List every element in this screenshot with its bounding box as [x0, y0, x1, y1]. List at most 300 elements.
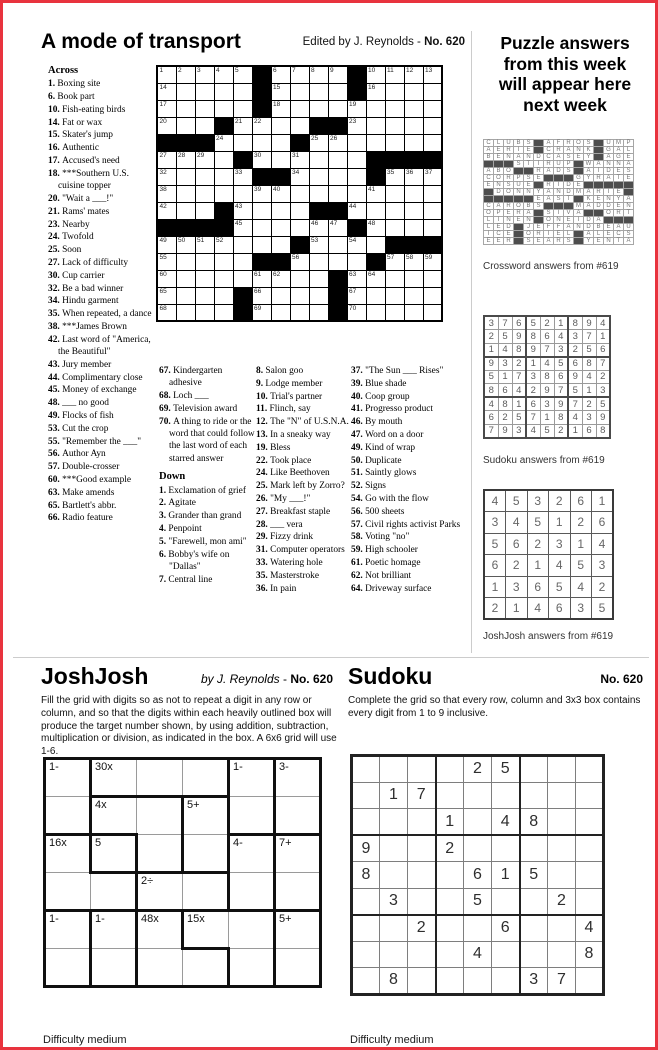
- sudoku-cell: 3: [380, 888, 408, 915]
- crossword-cell: 6: [271, 66, 290, 83]
- answer-letter-cell: A: [594, 217, 604, 224]
- clue: 58. Voting "no": [351, 532, 410, 543]
- sudoku-cell: 2: [548, 888, 576, 915]
- answer-letter-cell: N: [524, 189, 534, 196]
- answer-letter-cell: [534, 182, 544, 189]
- crossword-cell: 5: [233, 66, 252, 83]
- sudoku-cell: 2: [408, 915, 436, 942]
- answer-letter-cell: P: [624, 140, 634, 147]
- answer-letter-cell: D: [564, 182, 574, 189]
- crossword-cell: 7: [290, 66, 309, 83]
- sudoku-issue: [523, 672, 643, 686]
- answer-letter-cell: S: [534, 203, 544, 210]
- clue: 61. Poetic homage: [351, 557, 421, 568]
- crossword-cell: [309, 83, 328, 100]
- clue: 23. Nearby: [48, 219, 90, 230]
- sudoku-cell: 1: [436, 809, 464, 836]
- joshjosh-issue-number: No. 620: [290, 672, 333, 686]
- sudoku-answer-cell: 3: [540, 397, 554, 411]
- sudoku-answer-cell: 5: [484, 370, 498, 384]
- sidebar-divider: [471, 31, 472, 653]
- crossword-cell: [290, 100, 309, 117]
- crossword-cell: [214, 304, 233, 321]
- joshjosh-cell: [45, 759, 91, 797]
- down-heading: Down: [159, 471, 186, 483]
- clues-column-3: [256, 365, 349, 595]
- sudoku-difficulty: Difficulty medium: [350, 1034, 434, 1046]
- answer-letter-cell: N: [524, 217, 534, 224]
- clue: 68. Loch ___: [159, 391, 209, 402]
- crossword-cell: [290, 304, 309, 321]
- sudoku-answer-cell: 5: [512, 411, 526, 425]
- crossword-cell: 34: [290, 168, 309, 185]
- crossword-cell: 33: [233, 168, 252, 185]
- answer-letter-cell: I: [484, 231, 494, 238]
- answer-letter-cell: [534, 217, 544, 224]
- sudoku-cell: [380, 756, 408, 783]
- sudoku-cell: [352, 756, 380, 783]
- across-clues-column-1: [48, 65, 155, 525]
- answer-letter-cell: A: [604, 154, 614, 161]
- crossword-cell: [290, 270, 309, 287]
- crossword-cell: [423, 202, 442, 219]
- sudoku-answer-cell: 5: [582, 343, 596, 357]
- sudoku-cell: 8: [520, 809, 548, 836]
- joshjosh-answer-cell: 1: [592, 490, 614, 512]
- clue: 26. "My ___!": [256, 493, 311, 504]
- crossword-cell: 50: [176, 236, 195, 253]
- crossword-cell: 66: [252, 287, 271, 304]
- clue: 51. Saintly glows: [351, 468, 417, 479]
- answer-letter-cell: A: [494, 203, 504, 210]
- crossword-cell: [195, 83, 214, 100]
- crossword-cell: [404, 270, 423, 287]
- sudoku-answer-cell: 7: [526, 411, 540, 425]
- sudoku-answer-cell: 9: [484, 357, 498, 371]
- answer-letter-cell: [594, 182, 604, 189]
- joshjosh-cell: [137, 949, 183, 987]
- answer-letter-cell: [604, 182, 614, 189]
- crossword-cell: [214, 83, 233, 100]
- crossword-cell: [214, 168, 233, 185]
- crossword-cell: [309, 100, 328, 117]
- cage-label: 5: [95, 837, 102, 849]
- crossword-cell: [366, 100, 385, 117]
- clue: 49. Flocks of fish: [48, 411, 114, 422]
- joshjosh-answer-cell: 2: [570, 512, 592, 534]
- answer-letter-cell: B: [594, 224, 604, 231]
- crossword-cell: [214, 202, 233, 219]
- crossword-cell: [157, 219, 176, 236]
- sudoku-cell: [408, 809, 436, 836]
- cage-label: 1-: [95, 913, 105, 925]
- clue: 67. Kindergarten adhesive: [159, 366, 223, 389]
- joshjosh-cell: [137, 835, 183, 873]
- clue: 4. Penpoint: [159, 524, 202, 535]
- crossword-cell: [309, 253, 328, 270]
- joshjosh-answers-grid: [483, 489, 614, 620]
- answer-letter-cell: D: [584, 217, 594, 224]
- clue: 5. "Farewell, mon ami": [159, 536, 247, 547]
- answer-letter-cell: [494, 196, 504, 203]
- crossword-cell: 53: [309, 236, 328, 253]
- cage-label: 1-: [233, 761, 243, 773]
- answer-letter-cell: Y: [614, 196, 624, 203]
- clue: 32. Be a bad winner: [48, 283, 124, 294]
- crossword-cell: [214, 185, 233, 202]
- answer-letter-cell: [594, 147, 604, 154]
- sudoku-answer-cell: 5: [540, 424, 554, 438]
- crossword-cell: [233, 253, 252, 270]
- answer-letter-cell: [624, 182, 634, 189]
- answer-letter-cell: A: [544, 168, 554, 175]
- answer-letter-cell: A: [544, 189, 554, 196]
- joshjosh-cell: [91, 835, 137, 873]
- answer-letter-cell: A: [574, 210, 584, 217]
- joshjosh-cell: [275, 911, 321, 949]
- crossword-cell: [366, 304, 385, 321]
- sudoku-cell: [492, 941, 520, 968]
- answer-letter-cell: E: [604, 224, 614, 231]
- clues-column-4: [351, 365, 461, 595]
- answer-letter-cell: P: [514, 175, 524, 182]
- answer-letter-cell: K: [584, 147, 594, 154]
- clue: 36. In pain: [256, 583, 297, 594]
- answer-letter-cell: R: [564, 140, 574, 147]
- answer-letter-cell: [614, 182, 624, 189]
- sudoku-cell: 5: [492, 756, 520, 783]
- crossword-cell: [290, 185, 309, 202]
- heading-line: Puzzle answers: [500, 33, 630, 53]
- crossword-cell: [195, 134, 214, 151]
- clue: 42. Last word of "America, the Beautiful": [48, 334, 151, 358]
- joshjosh-grid: [43, 757, 322, 988]
- crossword-cell: 29: [195, 151, 214, 168]
- cage-label: 5+: [279, 913, 292, 925]
- crossword-cell: 25: [309, 134, 328, 151]
- joshjosh-cell: [91, 797, 137, 835]
- sudoku-cell: [492, 835, 520, 862]
- sudoku-answer-cell: 1: [540, 411, 554, 425]
- crossword-cell: 59: [423, 253, 442, 270]
- crossword-cell: [176, 253, 195, 270]
- answer-letter-cell: [494, 161, 504, 168]
- clue: 29. Fizzy drink: [256, 532, 314, 543]
- answer-letter-cell: M: [574, 203, 584, 210]
- sudoku-cell: [520, 756, 548, 783]
- answer-letter-cell: E: [534, 196, 544, 203]
- sudoku-answer-cell: 7: [554, 384, 568, 398]
- crossword-cell: [195, 168, 214, 185]
- sudoku-answer-cell: 6: [540, 330, 554, 344]
- joshjosh-answer-cell: 4: [506, 512, 528, 534]
- answer-letter-cell: R: [534, 168, 544, 175]
- crossword-cell: [309, 270, 328, 287]
- joshjosh-instructions: Fill the grid with digits so as not to repeat a digit in any row or column, and so that the digits within each heavily outlined box will produce the target number shown, by using addition, subtraction, multiplication or division, as indicated in the box. A 6x6 grid will use 1-6.: [41, 695, 337, 758]
- crossword-cell: [271, 168, 290, 185]
- crossword-title: A mode of transport: [41, 30, 241, 53]
- crossword-cell: [385, 304, 404, 321]
- crossword-cell: 21: [233, 117, 252, 134]
- sudoku-cell: [436, 915, 464, 942]
- answer-letter-cell: P: [494, 210, 504, 217]
- joshjosh-answer-cell: 3: [527, 490, 549, 512]
- crossword-cell: [328, 270, 347, 287]
- answer-letter-cell: A: [624, 238, 634, 245]
- clue: 6. Bobby's wife on "Dallas": [159, 549, 230, 572]
- crossword-cell: [366, 287, 385, 304]
- answer-letter-cell: A: [524, 210, 534, 217]
- sudoku-cell: [492, 782, 520, 809]
- answer-letter-cell: N: [574, 224, 584, 231]
- answer-letter-cell: O: [524, 231, 534, 238]
- sudoku-cell: [548, 862, 576, 889]
- answer-letter-cell: A: [514, 154, 524, 161]
- answer-letter-cell: E: [554, 231, 564, 238]
- crossword-cell: 37: [423, 168, 442, 185]
- sudoku-answer-cell: 3: [554, 343, 568, 357]
- crossword-cell: [309, 185, 328, 202]
- crossword-cell: [195, 304, 214, 321]
- sudoku-cell: [520, 782, 548, 809]
- answer-letter-cell: E: [534, 224, 544, 231]
- answer-letter-cell: E: [574, 182, 584, 189]
- answer-letter-cell: V: [564, 210, 574, 217]
- crossword-cell: [366, 151, 385, 168]
- answer-letter-cell: O: [504, 168, 514, 175]
- answer-letter-cell: U: [514, 182, 524, 189]
- crossword-cell: [214, 253, 233, 270]
- answer-letter-cell: O: [544, 217, 554, 224]
- sudoku-answer-cell: 2: [568, 343, 582, 357]
- answer-letter-cell: I: [534, 161, 544, 168]
- crossword-cell: [385, 151, 404, 168]
- sudoku-cell: 8: [576, 941, 604, 968]
- clue: 24. Twofold: [48, 232, 94, 243]
- sudoku-cell: [520, 888, 548, 915]
- crossword-cell: 67: [347, 287, 366, 304]
- crossword-cell: 63: [347, 270, 366, 287]
- answer-letter-cell: R: [554, 147, 564, 154]
- answer-letter-cell: O: [494, 175, 504, 182]
- clue: 16. Authentic: [48, 143, 100, 154]
- crossword-cell: 56: [290, 253, 309, 270]
- joshjosh-cell: [229, 873, 275, 911]
- crossword-cell: 30: [252, 151, 271, 168]
- sudoku-answer-cell: 2: [582, 397, 596, 411]
- answer-letter-cell: [554, 175, 564, 182]
- crossword-cell: [195, 202, 214, 219]
- answer-letter-cell: E: [614, 168, 624, 175]
- joshjosh-answer-cell: 4: [549, 555, 571, 577]
- clue: 21. Rams' mates: [48, 206, 110, 217]
- crossword-cell: [366, 236, 385, 253]
- sudoku-answer-cell: 7: [512, 370, 526, 384]
- joshjosh-cell: [183, 911, 229, 949]
- clue: 24. Like Beethoven: [256, 468, 330, 479]
- sudoku-cell: [576, 756, 604, 783]
- answer-letter-cell: T: [614, 175, 624, 182]
- sudoku-answer-cell: 4: [484, 397, 498, 411]
- crossword-cell: 43: [233, 202, 252, 219]
- crossword-cell: [423, 185, 442, 202]
- answer-letter-cell: [524, 168, 534, 175]
- answer-letter-cell: O: [504, 189, 514, 196]
- sudoku-answer-cell: 6: [568, 357, 582, 371]
- answer-letter-cell: I: [594, 168, 604, 175]
- answer-letter-cell: E: [494, 154, 504, 161]
- answer-letter-cell: W: [584, 161, 594, 168]
- answer-letter-cell: S: [564, 154, 574, 161]
- answer-letter-cell: R: [534, 231, 544, 238]
- down-clue-list-2: [256, 365, 349, 595]
- crossword-cell: 15: [271, 83, 290, 100]
- clue: 65. Bartlett's abbr.: [48, 500, 117, 511]
- answer-letter-cell: L: [494, 140, 504, 147]
- answer-letter-cell: [574, 196, 584, 203]
- crossword-cell: [385, 117, 404, 134]
- crossword-cell: [176, 304, 195, 321]
- sudoku-answer-cell: 6: [582, 424, 596, 438]
- crossword-cell: [195, 117, 214, 134]
- joshjosh-answer-cell: 6: [570, 490, 592, 512]
- answer-letter-cell: U: [604, 140, 614, 147]
- crossword-cell: 58: [404, 253, 423, 270]
- crossword-cell: 48: [366, 219, 385, 236]
- answer-letter-cell: N: [604, 196, 614, 203]
- crossword-cell: 52: [214, 236, 233, 253]
- crossword-cell: [404, 202, 423, 219]
- crossword-cell: [347, 66, 366, 83]
- sudoku-answer-cell: 4: [498, 343, 512, 357]
- crossword-cell: [252, 100, 271, 117]
- crossword-cell: [214, 151, 233, 168]
- joshjosh-answer-cell: 1: [549, 512, 571, 534]
- clue: 64. Driveway surface: [351, 583, 432, 594]
- answer-letter-cell: S: [544, 210, 554, 217]
- answer-letter-cell: A: [544, 196, 554, 203]
- answer-letter-cell: R: [504, 238, 514, 245]
- clue: 52. Signs: [351, 481, 386, 492]
- answer-letter-cell: [484, 161, 494, 168]
- crossword-cell: [271, 151, 290, 168]
- crossword-cell: [366, 253, 385, 270]
- crossword-cell: [385, 83, 404, 100]
- clue: 9. Lodge member: [256, 378, 323, 389]
- answer-letter-cell: N: [554, 189, 564, 196]
- crossword-cell: [309, 287, 328, 304]
- joshjosh-cell: [229, 797, 275, 835]
- answer-letter-cell: [544, 175, 554, 182]
- answer-letter-cell: [534, 210, 544, 217]
- answer-letter-cell: D: [494, 189, 504, 196]
- crossword-cell: [233, 134, 252, 151]
- crossword-cell: 14: [157, 83, 176, 100]
- clue: 10. Trial's partner: [256, 391, 323, 402]
- clue: 70. A thing to ride or the word that could follow the last word of each starred answer: [159, 416, 255, 464]
- joshjosh-cell: [137, 911, 183, 949]
- answer-letter-cell: I: [604, 189, 614, 196]
- answer-letter-cell: O: [484, 210, 494, 217]
- crossword-cell: 51: [195, 236, 214, 253]
- sudoku-cell: [520, 915, 548, 942]
- answer-letter-cell: L: [484, 224, 494, 231]
- answer-letter-cell: [564, 175, 574, 182]
- answer-letter-cell: R: [544, 161, 554, 168]
- sudoku-cell: [408, 756, 436, 783]
- clue: 17. Accused's need: [48, 156, 120, 167]
- joshjosh-cell: [91, 911, 137, 949]
- crossword-cell: 22: [252, 117, 271, 134]
- clue: 62. Not brilliant: [351, 570, 412, 581]
- crossword-cell: [176, 168, 195, 185]
- sudoku-cell: [436, 756, 464, 783]
- answer-letter-cell: L: [624, 147, 634, 154]
- down-clue-list-3: [351, 365, 461, 595]
- sudoku-cell: [380, 941, 408, 968]
- clue: 1. Boxing site: [48, 79, 101, 90]
- joshjosh-cell: [183, 759, 229, 797]
- sudoku-cell: [408, 862, 436, 889]
- crossword-cell: [309, 202, 328, 219]
- sudoku-cell: 2: [464, 756, 492, 783]
- crossword-cell: [404, 134, 423, 151]
- answer-letter-cell: A: [484, 168, 494, 175]
- crossword-cell: [252, 219, 271, 236]
- sudoku-answer-cell: 1: [568, 424, 582, 438]
- sudoku-answer-cell: 2: [498, 411, 512, 425]
- answer-letter-cell: R: [504, 147, 514, 154]
- crossword-cell: 69: [252, 304, 271, 321]
- answer-letter-cell: D: [594, 203, 604, 210]
- answer-letter-cell: I: [574, 217, 584, 224]
- answer-letter-cell: B: [494, 168, 504, 175]
- crossword-cell: [252, 66, 271, 83]
- sudoku-cell: [380, 862, 408, 889]
- answer-letter-cell: D: [564, 189, 574, 196]
- crossword-cell: [290, 287, 309, 304]
- clue: 2. Agitate: [159, 498, 196, 509]
- answer-letter-cell: N: [554, 217, 564, 224]
- joshjosh-cell: [229, 835, 275, 873]
- clue: 55. "Remember the ___": [48, 436, 142, 447]
- joshjosh-answer-cell: 1: [484, 576, 506, 598]
- sudoku-cell: 7: [408, 782, 436, 809]
- answer-letter-cell: E: [594, 196, 604, 203]
- answer-letter-cell: A: [584, 189, 594, 196]
- crossword-cell: 49: [157, 236, 176, 253]
- answer-letter-cell: E: [604, 231, 614, 238]
- answer-letter-cell: E: [494, 147, 504, 154]
- crossword-cell: 41: [366, 185, 385, 202]
- clue: 54. Go with the flow: [351, 493, 429, 504]
- cage-label: 1-: [49, 761, 59, 773]
- sudoku-cell: [548, 782, 576, 809]
- answer-letter-cell: E: [494, 224, 504, 231]
- sudoku-answer-cell: 6: [484, 411, 498, 425]
- crossword-cell: [233, 270, 252, 287]
- sudoku-answer-cell: 3: [596, 384, 610, 398]
- down-clue-list-1: [159, 485, 255, 586]
- crossword-cell: [328, 304, 347, 321]
- crossword-cell: [385, 219, 404, 236]
- answer-letter-cell: R: [554, 238, 564, 245]
- answer-letter-cell: [514, 196, 524, 203]
- answer-letter-cell: [504, 196, 514, 203]
- sudoku-cell: [520, 835, 548, 862]
- answer-letter-cell: E: [524, 182, 534, 189]
- clue: 27. Lack of difficulty: [48, 257, 129, 268]
